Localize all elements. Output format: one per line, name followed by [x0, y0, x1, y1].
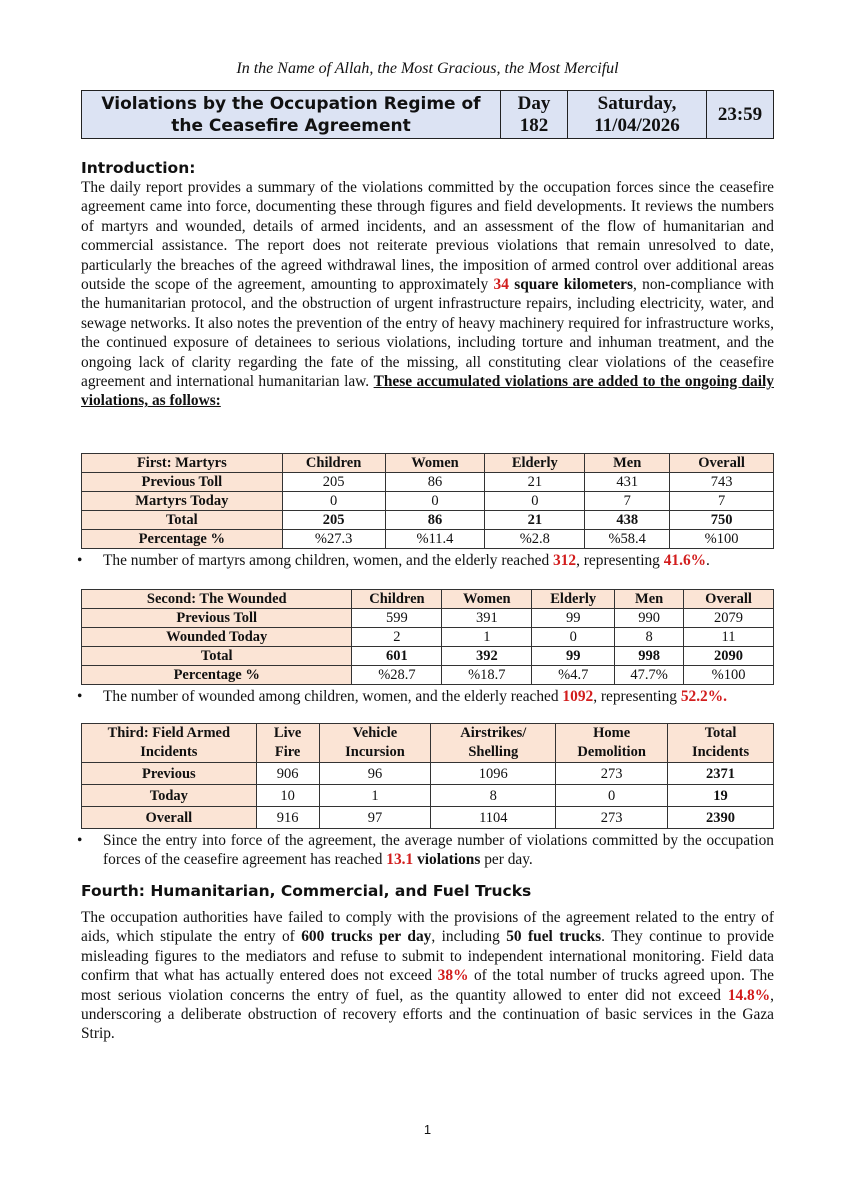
table-corner-header — [82, 724, 257, 763]
column-header: Elderly — [532, 590, 615, 609]
table-cell: 0 — [556, 785, 668, 807]
table-cell: 11 — [684, 628, 774, 647]
table-header-row — [82, 454, 774, 473]
table-row — [82, 473, 774, 492]
table-cell: 916 — [256, 807, 319, 829]
table-row — [82, 807, 774, 829]
column-header: Children — [352, 590, 442, 609]
table-cell: 431 — [585, 473, 670, 492]
row-label: Previous Toll — [82, 609, 352, 628]
row-label: Wounded Today — [82, 628, 352, 647]
table-cell: 86 — [385, 511, 485, 530]
column-header: Children — [282, 454, 385, 473]
table-cell: %100 — [684, 666, 774, 685]
table-cell: 743 — [670, 473, 774, 492]
row-label: Previous — [82, 763, 257, 785]
table-cell: 0 — [385, 492, 485, 511]
table-cell: %4.7 — [532, 666, 615, 685]
intro-heading: Introduction: — [81, 159, 196, 177]
bullet-icon: • — [77, 688, 83, 705]
table-cell: 750 — [670, 511, 774, 530]
header-line: Airstrikes/ — [460, 725, 527, 741]
page-number: 1 — [423, 1122, 432, 1137]
column-header: Elderly — [485, 454, 585, 473]
table-cell: 97 — [319, 807, 431, 829]
table-cell: 21 — [485, 511, 585, 530]
table-cell: %18.7 — [442, 666, 532, 685]
bismillah-line: In the Name of Allah, the Most Gracious, the Most Merciful — [236, 60, 619, 77]
martyrs-table — [81, 453, 774, 549]
table-cell: 7 — [585, 492, 670, 511]
row-label: Total — [82, 647, 352, 666]
intro-paragraph: The daily report provides a summary of the violations committed by the occupation forces since the ceasefire agreement came into force, documenting these through figures and field developments. It reviews the numbers of martyrs and wounded, details of armed incidents, and an assessment of the flow of humanitarian and commercial assistance. The report does not reiterate previous violations that remain unresolved to date, particularly the breaches of the agreed withdrawal lines, the imposition of armed control over additional areas outside the scope of the agreement, amounting to approximately 34 square kilometers, non-compliance with the humanitarian protocol, and the obstruction of urgent infrastructure repairs, including electricity, water, and sewage networks. It also notes the prevention of the entry of heavy machinery required for infrastructure works, the continued exposure of detainees to serious violations, including torture and inhuman treatment, and the ongoing lack of clarity regarding the fate of the missing, all constituting clear violations of the ceasefire agreement and international humanitarian law. These accumulated violations are added to the ongoing daily violations, as follows: — [81, 179, 774, 410]
table-row — [82, 763, 774, 785]
report-title: Violations by the Occupation Regime of the Ceasefire Agreement — [82, 91, 501, 139]
table-cell: 2090 — [684, 647, 774, 666]
table-row — [82, 628, 774, 647]
header-line: Incursion — [345, 744, 405, 760]
table-cell: 86 — [385, 473, 485, 492]
table-cell: 10 — [256, 785, 319, 807]
table-cell: 273 — [556, 763, 668, 785]
table-cell: 96 — [319, 763, 431, 785]
table-cell: 391 — [442, 609, 532, 628]
column-header — [431, 724, 556, 763]
table-cell: %58.4 — [585, 530, 670, 549]
header-line: Live — [273, 725, 302, 741]
accumulated-note: These accumulated violations are added to the ongoing daily violations, as follows: — [81, 373, 774, 410]
table-row — [82, 647, 774, 666]
table-cell: 19 — [668, 785, 774, 807]
date-cell: Saturday, 11/04/2026 — [568, 91, 707, 139]
time-cell: 23:59 — [707, 91, 774, 139]
area-number: 34 — [493, 276, 509, 294]
table-row — [82, 530, 774, 549]
table-row — [82, 785, 774, 807]
report-header-table — [81, 90, 774, 139]
row-label: Overall — [82, 807, 257, 829]
table-cell: 1096 — [431, 763, 556, 785]
header-line: Demolition — [577, 744, 646, 760]
table-cell: 1 — [442, 628, 532, 647]
table-header-row — [82, 724, 774, 763]
table-cell: 273 — [556, 807, 668, 829]
table-cell: 906 — [256, 763, 319, 785]
table-cell: %2.8 — [485, 530, 585, 549]
table-cell: %11.4 — [385, 530, 485, 549]
column-header: Men — [615, 590, 684, 609]
table-cell: %100 — [670, 530, 774, 549]
table-cell: 99 — [532, 647, 615, 666]
column-header — [668, 724, 774, 763]
table-cell: 2079 — [684, 609, 774, 628]
row-label: Martyrs Today — [82, 492, 283, 511]
header-line: Total — [704, 725, 737, 741]
bullet-icon: • — [77, 552, 83, 569]
table-cell: 7 — [670, 492, 774, 511]
table-cell: 392 — [442, 647, 532, 666]
wounded-table — [81, 589, 774, 685]
table-row — [82, 609, 774, 628]
table-corner-header: Second: The Wounded — [82, 590, 352, 609]
column-header — [256, 724, 319, 763]
table-cell: 205 — [282, 473, 385, 492]
table-cell: 205 — [282, 511, 385, 530]
table-cell: %27.3 — [282, 530, 385, 549]
column-header: Overall — [670, 454, 774, 473]
day-cell: Day 182 — [501, 91, 568, 139]
table-cell: 2371 — [668, 763, 774, 785]
table-corner-header: First: Martyrs — [82, 454, 283, 473]
header-line: Shelling — [468, 744, 519, 760]
table-cell: 601 — [352, 647, 442, 666]
header-line: Third: Field Armed — [107, 725, 231, 741]
fourth-heading: Fourth: Humanitarian, Commercial, and Fuel Trucks — [81, 882, 532, 900]
row-label: Previous Toll — [82, 473, 283, 492]
table-cell: 0 — [282, 492, 385, 511]
column-header — [319, 724, 431, 763]
row-label: Total — [82, 511, 283, 530]
column-header: Women — [385, 454, 485, 473]
header-line: Incidents — [140, 744, 198, 760]
table-cell: 438 — [585, 511, 670, 530]
table-cell: 2390 — [668, 807, 774, 829]
table-cell: 1104 — [431, 807, 556, 829]
row-label: Today — [82, 785, 257, 807]
column-header: Overall — [684, 590, 774, 609]
table-cell: %28.7 — [352, 666, 442, 685]
row-label: Percentage % — [82, 666, 352, 685]
trucks-paragraph: The occupation authorities have failed to comply with the provisions of the agreement related to the entry of aids, which stipulate the entry of 600 trucks per day, including 50 fuel trucks. They continue to provide misleading figures to the mediators and refuse to submit to independent international monitoring. Field data confirm that what has actually entered does not exceed 38% of the total number of trucks agreed upon. The most serious violation concerns the entry of fuel, as the quantity allowed to enter did not exceed 14.8%, underscoring a deliberate obstruction of recovery efforts and the continuation of basic services in the Gaza Strip. — [81, 909, 775, 1043]
row-label: Percentage % — [82, 530, 283, 549]
table-cell: 8 — [431, 785, 556, 807]
column-header — [556, 724, 668, 763]
table-cell: 21 — [485, 473, 585, 492]
table-row — [82, 492, 774, 511]
column-header: Women — [442, 590, 532, 609]
table-cell: 2 — [352, 628, 442, 647]
table-cell: 0 — [485, 492, 585, 511]
incidents-table — [81, 723, 774, 829]
table-row — [82, 666, 774, 685]
header-line: Home — [593, 725, 631, 741]
table-cell: 0 — [532, 628, 615, 647]
header-line: Incidents — [691, 744, 750, 760]
table-cell: 99 — [532, 609, 615, 628]
column-header: Men — [585, 454, 670, 473]
header-line: Fire — [274, 744, 301, 760]
bullet-icon: • — [77, 832, 83, 849]
table-row — [82, 511, 774, 530]
table-cell: 990 — [615, 609, 684, 628]
table-cell: 998 — [615, 647, 684, 666]
table-cell: 8 — [615, 628, 684, 647]
header-line: Vehicle — [352, 725, 398, 741]
table-cell: 599 — [352, 609, 442, 628]
table-header-row — [82, 590, 774, 609]
table-cell: 47.7% — [615, 666, 684, 685]
table-cell: 1 — [319, 785, 431, 807]
